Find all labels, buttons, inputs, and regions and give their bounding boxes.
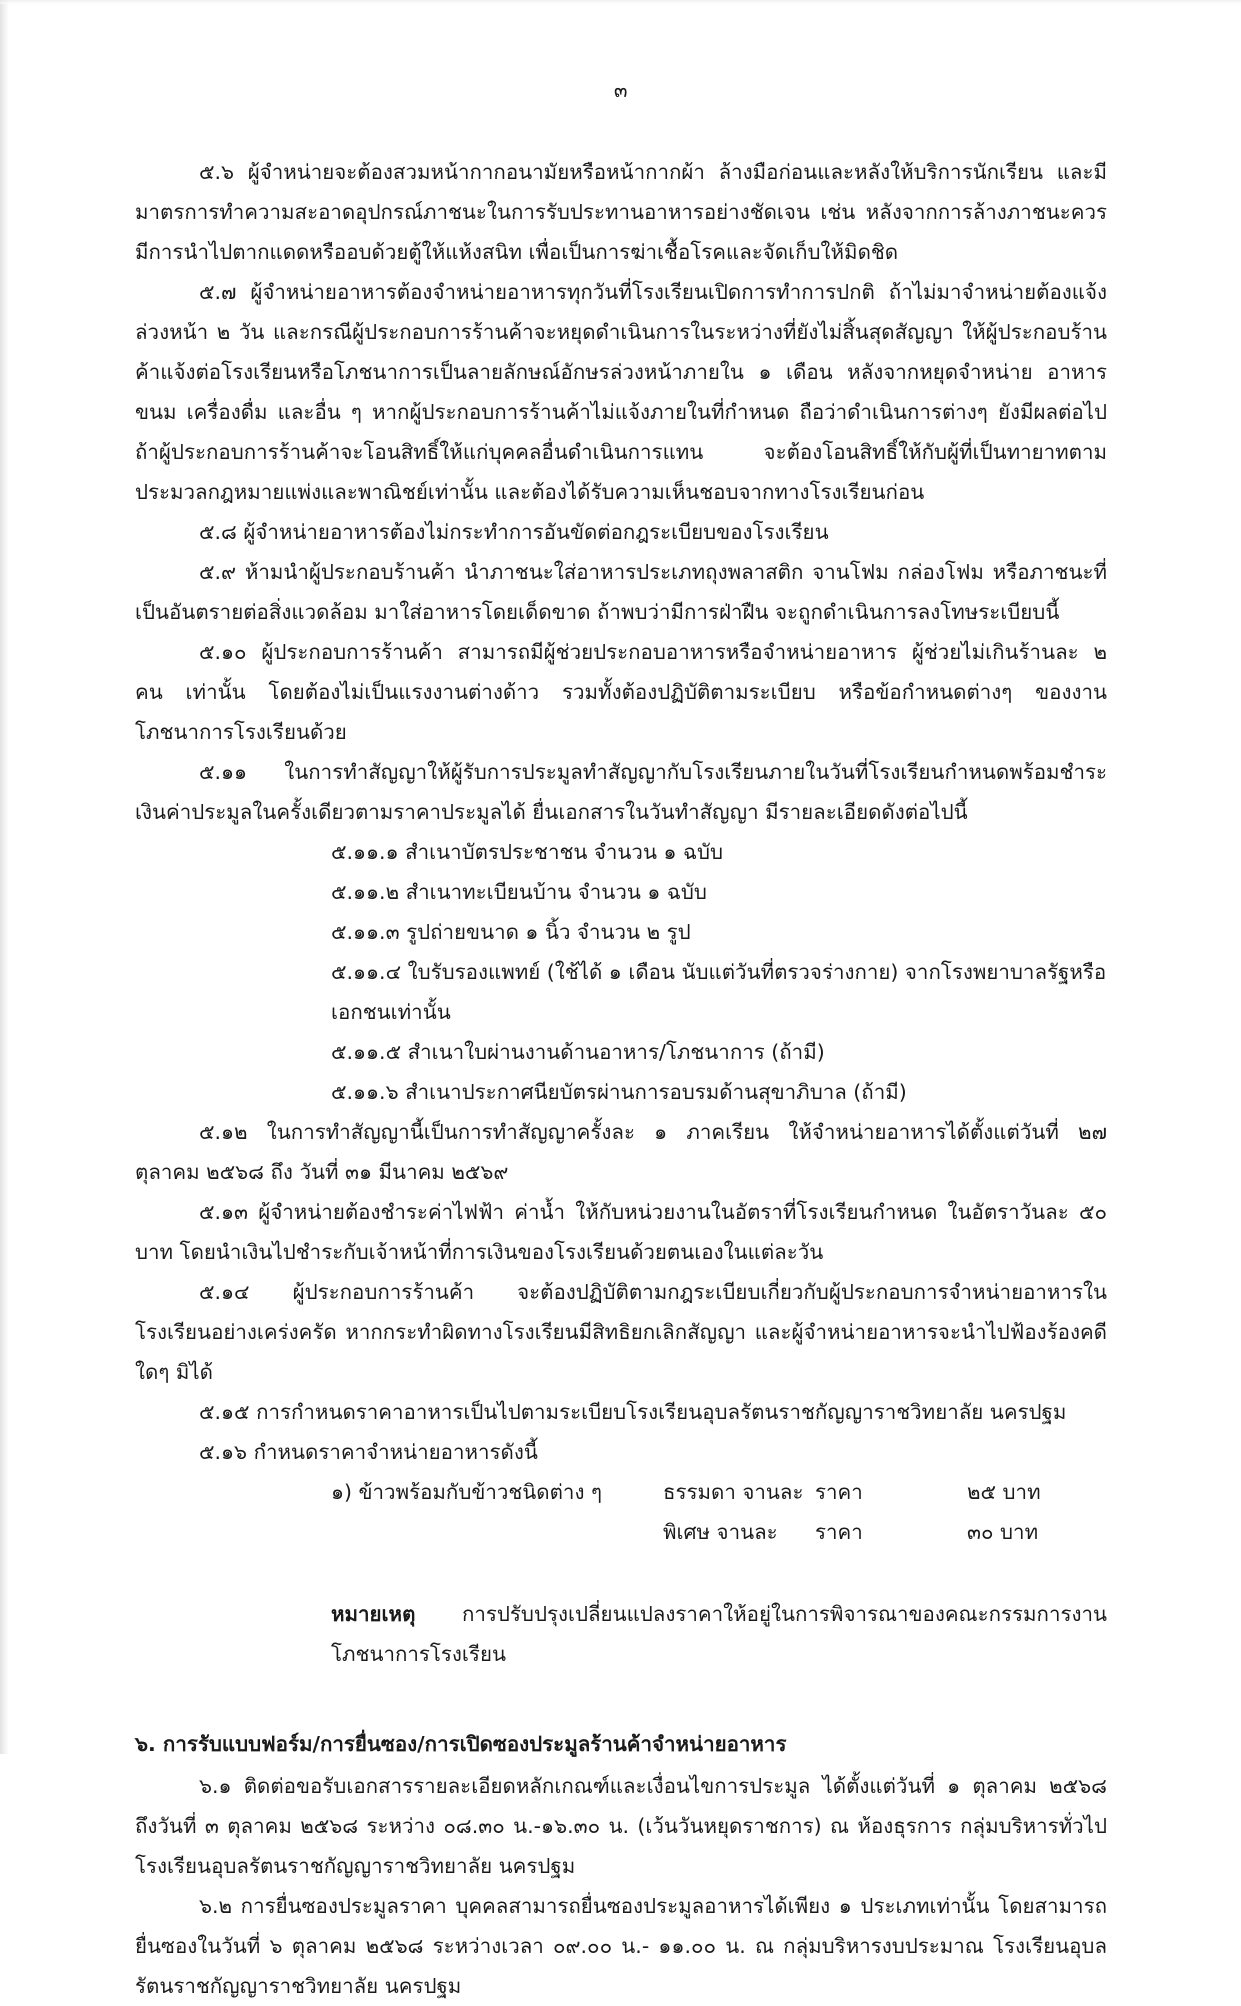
clause-5-6: ๕.๖ ผู้จำหน่ายจะต้องสวมหน้ากากอนามัยหรือหน้ากากผ้า ล้างมือก่อนและหลังให้บริการนักเรียน และมีมาตรการทำความสะอาดอุปกรณ์ภาชนะในการรับประทานอาหารอย่างชัดเจน เช่น หลังจากการล้างภาชนะควรมีการนำไปตากแดดหรืออบด้วยตู้ให้แห้งสนิท เพื่อเป็นการฆ่าเชื้อโรคและจัดเก็บให้มิดชิด	[135, 160, 1107, 264]
clause-5-9: ๕.๙ ห้ามนำผู้ประกอบร้านค้า นำภาชนะใส่อาหารประเภทถุงพลาสติก จานโฟม กล่องโฟม หรือภาชนะที่เป็นอันตรายต่อสิ่งแวดล้อม มาใส่อาหารโดยเด็ดขาด ถ้าพบว่ามีการฝ่าฝืน จะถูกดำเนินการลงโทษระเบียบนี้	[135, 560, 1107, 624]
clause-5-13: ๕.๑๓ ผู้จำหน่ายต้องชำระค่าไฟฟ้า ค่าน้ำ ให้กับหน่วยงานในอัตราที่โรงเรียนกำหนด ในอัตราวันละ ๕๐ บาท โดยนำเงินไปชำระกับเจ้าหน้าที่การเงินของโรงเรียนด้วยตนเองในแต่ละวัน	[135, 1200, 1107, 1264]
subclause-5-11-5: ๕.๑๑.๕ สำเนาใบผ่านงานด้านอาหาร/โภชนาการ (ถ้ามี)	[331, 1040, 825, 1064]
price-item-amount: ๓๐ บาท	[967, 1520, 1039, 1544]
price-item-label: ราคา	[815, 1520, 863, 1544]
price-table	[135, 1472, 1107, 1552]
subclause-5-11-4: ๕.๑๑.๔ ใบรับรองแพทย์ (ใช้ได้ ๑ เดือน นับแต่วันที่ตรวจร่างกาย) จากโรงพยาบาลรัฐหรือเอกชนเท่านั้น	[331, 960, 1107, 1024]
clause-5-12: ๕.๑๒ ในการทำสัญญานี้เป็นการทำสัญญาครั้งละ ๑ ภาคเรียน ให้จำหน่ายอาหารได้ตั้งแต่วันที่ ๒๗ ตุลาคม ๒๕๖๘ ถึง วันที่ ๓๑ มีนาคม ๒๕๖๙	[135, 1120, 1107, 1184]
clause-5-7: ๕.๗ ผู้จำหน่ายอาหารต้องจำหน่ายอาหารทุกวันที่โรงเรียนเปิดการทำการปกติ ถ้าไม่มาจำหน่ายต้องแจ้งล่วงหน้า ๒ วัน และกรณีผู้ประกอบการร้านค้าจะหยุดดำเนินการในระหว่างที่ยังไม่สิ้นสุดสัญญา ให้ผู้ประกอบร้านค้าแจ้งต่อโรงเรียนหรือโภชนาการเป็นลายลักษณ์อักษรล่วงหน้าภายใน ๑ เดือน หลังจากหยุดจำหน่าย อาหาร ขนม เครื่องดื่ม และอื่น ๆ หากผู้ประกอบการร้านค้าไม่แจ้งภายในที่กำหนด ถือว่าดำเนินการต่างๆ ยังมีผลต่อไป ถ้าผู้ประกอบการร้านค้าจะโอนสิทธิ์ให้แก่บุคคลอื่นดำเนินการแทน จะต้องโอนสิทธิ์ให้กับผู้ที่เป็นทายาทตามประมวลกฎหมายแพ่งและพาณิชย์เท่านั้น และต้องได้รับความเห็นชอบจากทางโรงเรียนก่อน	[135, 280, 1107, 504]
subclause-5-11-2: ๕.๑๑.๒ สำเนาทะเบียนบ้าน จำนวน ๑ ฉบับ	[331, 880, 707, 904]
clause-5-16: ๕.๑๖ กำหนดราคาจำหน่ายอาหารดังนี้	[199, 1440, 538, 1464]
note-block	[135, 1552, 1107, 1674]
clause-5-14: ๕.๑๔ ผู้ประกอบการร้านค้า จะต้องปฏิบัติตามกฎระเบียบเกี่ยวกับผู้ประกอบการจำหน่ายอาหารในโรงเรียนอย่างเคร่งครัด หากกระทำผิดทางโรงเรียนมีสิทธิยกเลิกสัญญา และผู้จำหน่ายอาหารจะนำไปฟ้องร้องคดีใดๆ มิได้	[135, 1280, 1107, 1384]
clause-5-8: ๕.๘ ผู้จำหน่ายอาหารต้องไม่กระทำการอันขัดต่อกฎระเบียบของโรงเรียน	[199, 520, 829, 544]
note-label: หมายเหตุ	[331, 1602, 416, 1626]
price-item-kind: พิเศษ จานละ	[663, 1520, 778, 1544]
note-text: การปรับปรุงเปลี่ยนแปลงราคาให้อยู่ในการพิจารณาของคณะกรรมการงานโภชนาการโรงเรียน	[331, 1602, 1107, 1666]
clause-5-10: ๕.๑๐ ผู้ประกอบการร้านค้า สามารถมีผู้ช่วยประกอบอาหารหรือจำหน่ายอาหาร ผู้ช่วยไม่เกินร้านละ ๒ คน เท่านั้น โดยต้องไม่เป็นแรงงานต่างด้าว รวมทั้งต้องปฏิบัติตามระเบียบ หรือข้อกำหนดต่างๆ ของงานโภชนาการโรงเรียนด้วย	[135, 640, 1107, 744]
scan-edge-left	[0, 0, 9, 1754]
section-six-heading: ๖. การรับแบบฟอร์ม/การยื่นซอง/การเปิดซองประมูลร้านค้าจำหน่ายอาหาร	[135, 1732, 787, 1756]
price-item-name: ๑) ข้าวพร้อมกับข้าวชนิดต่าง ๆ	[331, 1480, 602, 1504]
subclause-5-11-6: ๕.๑๑.๖ สำเนาประกาศนียบัตรผ่านการอบรมด้านสุขาภิบาล (ถ้ามี)	[331, 1080, 907, 1104]
document-body	[135, 152, 1107, 2006]
subclause-5-11-3: ๕.๑๑.๓ รูปถ่ายขนาด ๑ นิ้ว จำนวน ๒ รูป	[331, 920, 691, 944]
clause-6-1: ๖.๑ ติดต่อขอรับเอกสารรายละเอียดหลักเกณฑ์และเงื่อนไขการประมูล ได้ตั้งแต่วันที่ ๑ ตุลาคม ๒๕๖๘ ถึงวันที่ ๓ ตุลาคม ๒๕๖๘ ระหว่าง ๐๘.๓๐ น.-๑๖.๓๐ น. (เว้นวันหยุดราชการ) ณ ห้องธุรการ กลุ่มบริหารทั่วไป โรงเรียนอุบลรัตนราชกัญญาราชวิทยาลัย นครปฐม	[135, 1774, 1107, 1878]
price-table-row	[331, 1472, 1107, 1512]
clause-6-2: ๖.๒ การยื่นซองประมูลราคา บุคคลสามารถยื่นซองประมูลอาหารได้เพียง ๑ ประเภทเท่านั้น โดยสามารถยื่นซองในวันที่ ๖ ตุลาคม ๒๕๖๘ ระหว่างเวลา ๐๙.๐๐ น.- ๑๑.๐๐ น. ณ กลุ่มบริหารงบประมาณ โรงเรียนอุบลรัตนราชกัญญาราชวิทยาลัย นครปฐม	[135, 1894, 1107, 1998]
page-number: ๓	[613, 78, 629, 102]
price-item-kind: ธรรมดา จานละ	[663, 1480, 804, 1504]
clause-5-11: ๕.๑๑ ในการทำสัญญาให้ผู้รับการประมูลทำสัญญากับโรงเรียนภายในวันที่โรงเรียนกำหนดพร้อมชำระเงินค่าประมูลในครั้งเดียวตามราคาประมูลได้ ยื่นเอกสารในวันทำสัญญา มีรายละเอียดดังต่อไปนี้	[135, 760, 1107, 824]
page-content	[135, 0, 1107, 2006]
price-item-label: ราคา	[815, 1480, 863, 1504]
subclause-5-11-1: ๕.๑๑.๑ สำเนาบัตรประชาชน จำนวน ๑ ฉบับ	[331, 840, 723, 864]
price-table-row	[331, 1512, 1107, 1552]
price-item-amount: ๒๕ บาท	[967, 1480, 1041, 1504]
clause-5-15: ๕.๑๕ การกำหนดราคาอาหารเป็นไปตามระเบียบโรงเรียนอุบลรัตนราชกัญญาราชวิทยาลัย นครปฐม	[199, 1400, 1067, 1424]
